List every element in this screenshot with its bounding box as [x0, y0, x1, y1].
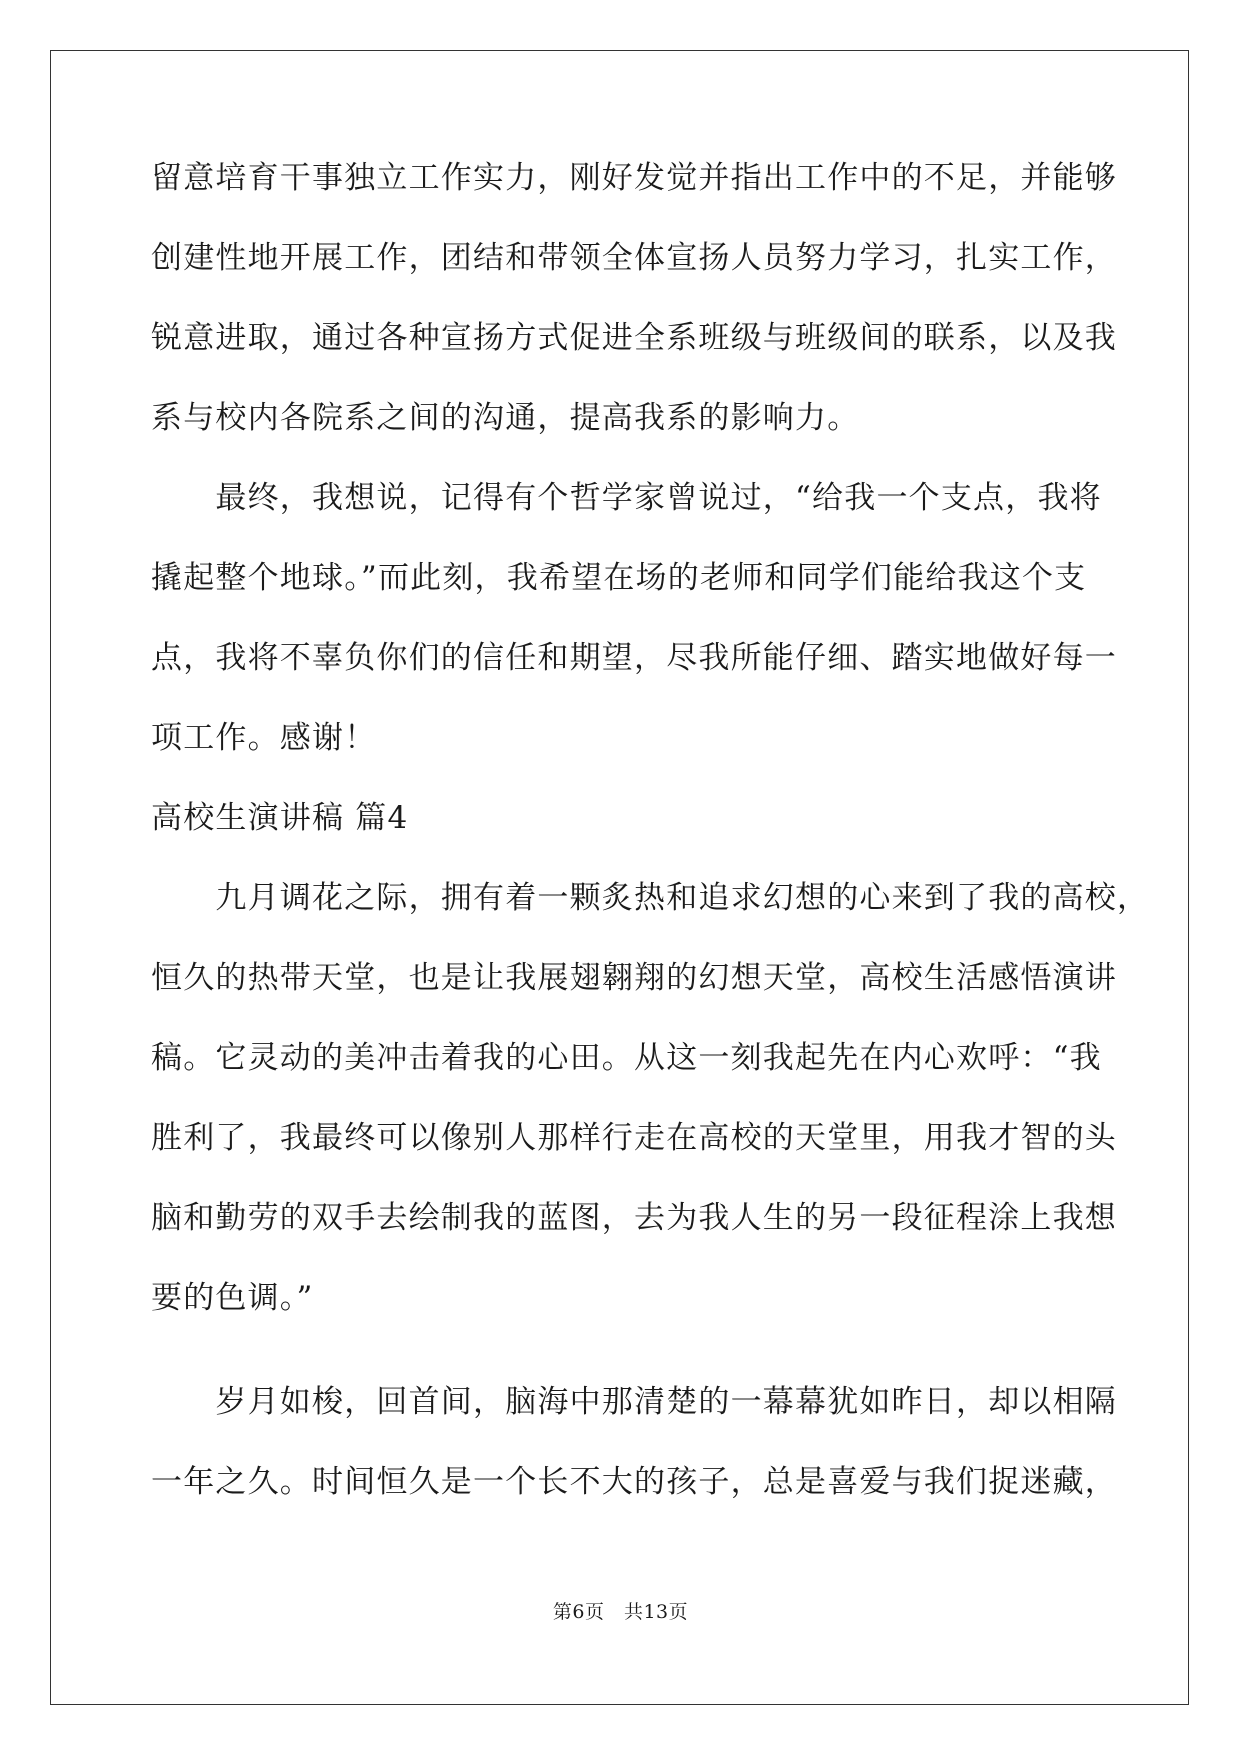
paragraph-line: 一年之久。时间恒久是一个长不大的孩子，总是喜爱与我们捉迷藏， [151, 1464, 1117, 1500]
paragraph-line: 要的色调。” [151, 1280, 314, 1316]
page-number-footer: 第6页 共13页 [552, 1601, 689, 1623]
paragraph-line: 留意培育干事独立工作实力，刚好发觉并指出工作中的不足，并能够 [151, 160, 1117, 196]
paragraph-line: 岁月如梭，回首间，脑海中那清楚的一幕幕犹如昨日，却以相隔 [151, 1384, 1117, 1420]
paragraph-line: 系与校内各院系之间的沟通，提高我系的影响力。 [151, 400, 860, 436]
paragraph-line: 胜利了，我最终可以像别人那样行走在高校的天堂里，用我才智的头 [151, 1120, 1117, 1156]
paragraph-line: 锐意进取，通过各种宣扬方式促进全系班级与班级间的联系，以及我 [151, 320, 1117, 356]
section-heading: 高校生演讲稿 篇4 [151, 800, 409, 836]
paragraph-line: 撬起整个地球。”而此刻，我希望在场的老师和同学们能给我这个支 [151, 560, 1087, 596]
paragraph-line: 九月调花之际，拥有着一颗炙热和追求幻想的心来到了我的高校， [151, 880, 1150, 916]
paragraph-line: 最终，我想说，记得有个哲学家曾说过，“给我一个支点，我将 [151, 480, 1102, 516]
paragraph-line: 恒久的热带天堂，也是让我展翅翱翔的幻想天堂，高校生活感悟演讲 [151, 960, 1117, 996]
paragraph-line: 点，我将不辜负你们的信任和期望，尽我所能仔细、踏实地做好每一 [151, 640, 1117, 676]
paragraph-line: 稿。它灵动的美冲击着我的心田。从这一刻我起先在内心欢呼：“我 [151, 1040, 1102, 1076]
paragraph-line: 创建性地开展工作，团结和带领全体宣扬人员努力学习，扎实工作， [151, 240, 1117, 276]
paragraph-line: 脑和勤劳的双手去绘制我的蓝图，去为我人生的另一段征程涂上我想 [151, 1200, 1117, 1236]
paragraph-line: 项工作。感谢！ [151, 720, 377, 756]
